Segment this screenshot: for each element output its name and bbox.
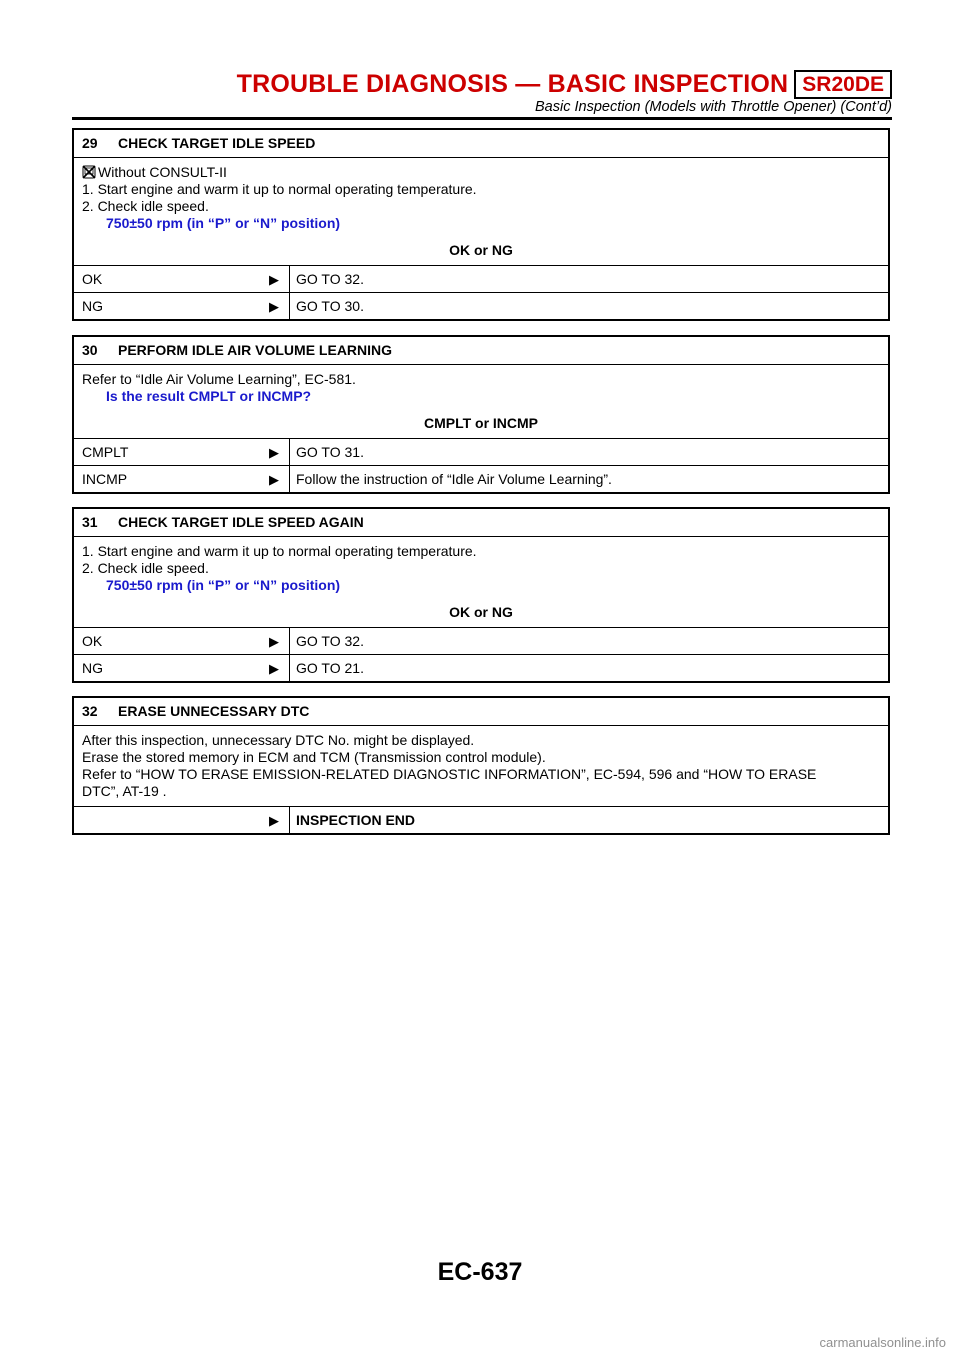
no-consult-icon [82,165,96,179]
step-29-block [72,128,890,321]
step-29-body [74,158,888,266]
step-29-title-row [74,130,888,158]
arrow-right-icon: ▶ [269,271,279,287]
result-row-ng [74,655,888,681]
header-title-row [237,70,892,99]
result-label: OK [82,270,103,287]
result-action: GO TO 30. [289,293,888,319]
step-31-block [72,507,890,683]
step-30-block [72,335,890,494]
instruction-line: 2. Check idle speed. [82,198,209,214]
consult-label: Without CONSULT-II [98,164,227,180]
step-30-title-row [74,337,888,365]
result-row-cmplt [74,439,888,466]
page-number: EC-637 [437,1258,523,1286]
section-subtitle: Basic Inspection (Models with Throttle Opener) (Cont’d) [534,99,892,115]
result-label: CMPLT [82,443,129,460]
instruction-line: 2. Check idle speed. [82,560,209,576]
result-row-end [74,807,888,833]
arrow-right-icon: ▶ [269,444,279,460]
instruction-line: After this inspection, unnecessary DTC No. might be displayed. [82,732,475,748]
arrow-right-icon: ▶ [269,633,279,649]
step-32-title-row [74,698,888,726]
result-action: INSPECTION END [289,807,888,833]
result-label: NG [82,659,103,676]
instruction-line: 1. Start engine and warm it up to normal operating temperature. [82,543,477,559]
step-31-title-row [74,509,888,537]
step-32-body [74,726,888,807]
step-30-body [74,365,888,439]
result-action: GO TO 32. [289,628,888,654]
question-text: Is the result CMPLT or INCMP? [106,388,312,404]
header-rule [72,117,892,120]
result-heading: CMPLT or INCMP [423,415,539,431]
step-title: PERFORM IDLE AIR VOLUME LEARNING [118,342,393,358]
instruction-line: Erase the stored memory in ECM and TCM (Transmission control module). [82,749,546,765]
instruction-line: 1. Start engine and warm it up to normal operating temperature. [82,181,477,197]
result-label: NG [82,297,103,314]
arrow-right-icon: ▶ [269,298,279,314]
consult-line [82,164,880,181]
result-label [74,807,259,833]
result-action: GO TO 32. [289,266,888,292]
result-row-ok [74,266,888,293]
spec-value: 750±50 rpm (in “P” or “N” position) [106,215,341,231]
result-heading: OK or NG [449,604,513,620]
result-label: OK [82,632,103,649]
result-row-ng [74,293,888,319]
step-32-block [72,696,890,835]
engine-badge: SR20DE [794,70,892,99]
step-title: CHECK TARGET IDLE SPEED [118,135,316,151]
step-31-body [74,537,888,628]
step-number: 30 [82,342,98,358]
arrow-right-icon: ▶ [269,660,279,676]
arrow-right-icon: ▶ [269,471,279,487]
page-header [72,62,892,118]
step-number: 31 [82,514,98,530]
result-heading: OK or NG [449,242,513,258]
instruction-line: Refer to “Idle Air Volume Learning”, EC-581. [82,371,356,387]
result-row-incmp [74,466,888,492]
spec-value: 750±50 rpm (in “P” or “N” position) [106,577,341,593]
step-title: ERASE UNNECESSARY DTC [118,703,310,719]
step-number: 29 [82,135,98,151]
step-number: 32 [82,703,98,719]
watermark: carmanualsonline.info [819,1335,946,1350]
arrow-right-icon: ▶ [269,812,279,828]
result-label: INCMP [82,470,128,487]
result-action: GO TO 21. [289,655,888,681]
result-action: GO TO 31. [289,439,888,465]
result-action: Follow the instruction of “Idle Air Volume Learning”. [289,466,888,492]
instruction-line: Refer to “HOW TO ERASE EMISSION-RELATED DIAGNOSTIC INFORMATION”, EC-594, 596 and “HOW TO ERASE [82,766,817,782]
section-title: TROUBLE DIAGNOSIS — BASIC INSPECTION [236,70,789,98]
result-row-ok [74,628,888,655]
instruction-line: DTC”, AT-19 . [82,783,167,799]
step-title: CHECK TARGET IDLE SPEED AGAIN [118,514,364,530]
